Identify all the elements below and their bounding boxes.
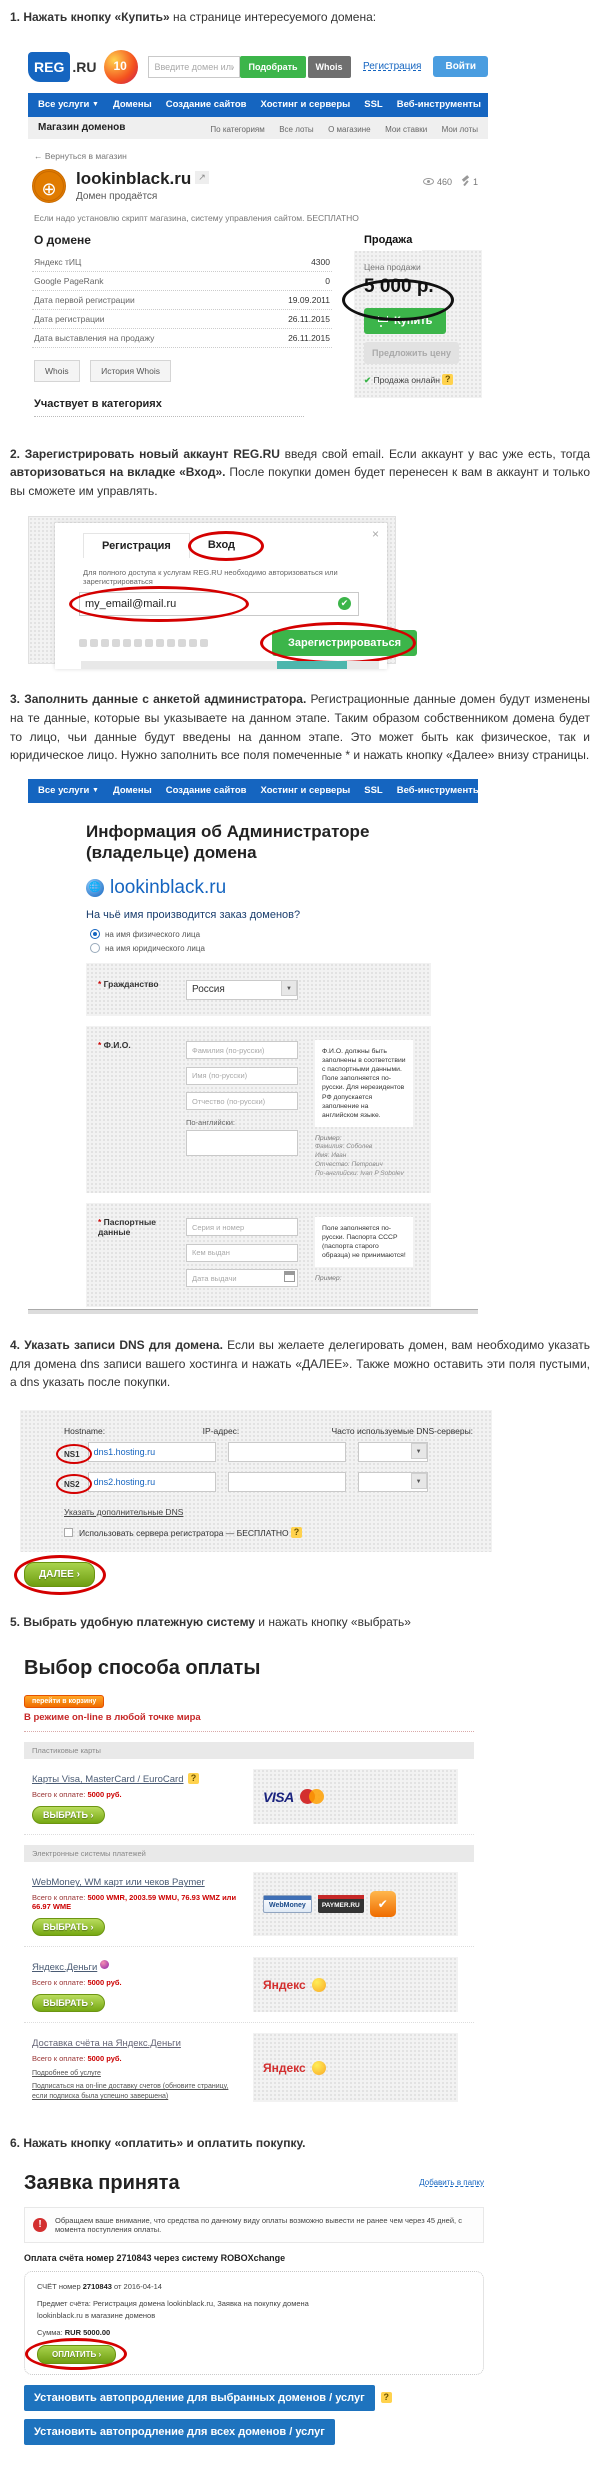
total-label: Всего к оплате: [32,2054,86,2064]
step-2-bold2: авторизоваться на вкладке «Вход». [10,465,226,480]
step-4-bold: 4. Указать записи DNS для домена. [10,1338,223,1352]
valid-check-icon: ✔ [338,597,351,610]
choose-button[interactable]: ВЫБРАТЬ › [32,1806,105,1824]
shop-subnav [28,117,488,139]
english-name-field[interactable] [186,1130,298,1156]
dns-box [20,1410,492,1552]
screenshot-payment [24,1657,474,2111]
nav-item-webtools[interactable]: Веб-инструменты [396,99,481,111]
subnav-link-about-shop[interactable]: О магазине [328,124,371,134]
payment-row-invoice-delivery [24,2023,474,2111]
required-star: * [98,979,104,990]
common-dns-col-header: Часто используемые DNS-серверы: [331,1425,474,1436]
registrar-dns-label-text: Использовать сервера регистратора — БЕСПЛАТНО [79,1527,289,1538]
cutoff-button-fragment [277,661,347,669]
example-line: Фамилия: Соболев [315,1143,373,1151]
step-6-text [10,2134,590,2153]
passport-box [86,1203,431,1308]
globe-icon: 🌐 [86,879,104,897]
pay-button[interactable]: ОПЛАТИТЬ › [37,2345,116,2364]
step-2-mid: введя свой email. Если аккаунт у вас уже есть, тогда [279,446,590,461]
passport-series-field[interactable] [186,1218,298,1236]
offer-price-button[interactable]: Предложить цену [364,342,459,364]
subnav-link-categories[interactable]: По категориям [210,124,265,134]
yandex-logo: Яндекс [263,1977,306,1992]
tab-registration[interactable]: Регистрация [83,533,190,558]
social-login-icons[interactable] [79,639,208,647]
total-line [32,1893,239,1911]
buy-button-label: Купить [394,314,433,327]
surname-field[interactable] [186,1041,298,1059]
table-row [32,272,332,291]
step-5-text [10,1613,590,1632]
payment-row-cards [24,1759,474,1835]
nav-item-webtools[interactable]: Веб-инструменты [396,785,481,797]
english-label: По-английски: [186,1118,236,1128]
nav-item-domains[interactable]: Домены [112,99,152,111]
warning-text: Обращаем ваше внимание, что средства по данному виду оплаты возможно вывести не ранее чем через 45 дней, с момента поступления оплаты. [55,2216,462,2235]
nav-item-hosting[interactable]: Хостинг и серверы [260,99,351,111]
row-label: Дата первой регистрации [34,294,135,305]
domain-line [86,877,478,899]
yandex-coin-icon [312,2061,326,2075]
registrar-dns-label [79,1527,302,1538]
step-2-rest: После покупки домен будет перенесен к вам в аккаунт и только вы сможете им управлять. [10,465,590,498]
online-sale-label: Продажа онлайн [373,374,440,385]
ns1-label: NS1 [64,1450,80,1460]
example-line: Отчество: Петрович [315,1161,383,1169]
ns1-tag [64,1450,80,1459]
example-label: Пример: [315,1275,342,1283]
close-icon[interactable]: × [371,527,379,542]
nav-item-support[interactable]: Поддержка [494,785,548,797]
subnav-link-all-lots[interactable]: Все лоты [279,124,314,134]
invoice-subject: Предмет счёта: Регистрация домена lookinblack.ru, Заявка на покупку домена lookinblack.ru в магазине доменов [37,2299,309,2320]
invoice-date: от 2016-04-14 [111,2282,162,2292]
shop-subnav-links [200,119,478,137]
invoice-number: 2710843 [82,2282,112,2292]
subscribe-link[interactable]: Подписаться на on-line доставку счетов (обновите страницу, если подписка была успешно завершена) [32,2083,229,2100]
next-button[interactable]: ДАЛЕЕ › [24,1562,95,1587]
visa-logo: VISA [263,1788,294,1805]
nav-item-site-creation[interactable]: Создание сайтов [165,99,247,111]
payment-row-yandex-money [24,1947,474,2023]
passport-help-text: Поле заполняется по-русски. Паспорта СССР (паспорта старого образца) не принимаются! [315,1217,413,1268]
fio-box [86,1026,431,1193]
row-label: Google PageRank [34,275,104,286]
modal-backdrop [29,517,55,663]
paygroup-emoney: Электронные системы платежей [24,1845,474,1862]
step-6-bold: 6. Нажать кнопку «оплатить» и оплатить покупку. [10,2135,306,2150]
cart-icon [378,316,389,325]
categories-title: Участвует в категориях [34,398,304,417]
nav-item-ssl[interactable]: SSL [364,785,383,797]
step-5-rest: и нажать кнопку «выбрать» [254,1614,411,1629]
whois-button[interactable]: Whois [308,56,351,78]
total-line [32,1790,239,1799]
fio-label [98,1040,186,1179]
invoice-box [24,2271,484,2375]
order-question: На чьё имя производится заказ доменов? [86,909,301,922]
nav-item-support[interactable]: Поддержка [494,99,548,111]
total-line [32,1978,239,1987]
back-to-shop-label: Вернуться в магазин [44,150,127,161]
about-domain-title: О домене [34,232,91,247]
views-count: 460 [436,176,452,187]
payment-logos [253,1957,458,2012]
auth-area [363,56,488,77]
name-field[interactable] [186,1067,298,1085]
divider [24,1731,474,1732]
domain-page-body [28,139,488,419]
ns2-tag [64,1480,80,1489]
total-value: 5000 WMR, 2003.59 WMU, 76.93 WMZ или 66.97 WME [32,1893,237,1912]
step-4-rest: Если вы желаете делегировать домен, вам необходимо указать для домена dns записи вашего хостинга и нажать «ДАЛЕЕ». Также можно оставить эти поля пустыми, а dns указать после покупки. [10,1338,591,1390]
gavel-icon [461,177,470,186]
payment-method-link[interactable]: Яндекс.Деньги [32,1962,98,1974]
email-row [79,592,359,616]
email-field[interactable] [79,592,359,616]
total-line [32,2054,239,2063]
domain-name: lookinblack.ru [110,877,227,899]
warning-icon: ! [33,2218,47,2232]
chevron-down-icon[interactable]: ▼ [281,980,297,996]
whois-info-button[interactable]: Whois [34,360,80,382]
nav-item-domains[interactable]: Домены [112,785,152,797]
radio-company[interactable] [90,943,100,953]
screenshot-invoice [24,2172,484,2445]
ns2-row [64,1472,480,1492]
sale-box [354,250,482,398]
payment-logos [253,1872,458,1936]
tab-login[interactable] [190,533,253,558]
passport-issued-field[interactable] [186,1244,298,1262]
buy-button[interactable] [364,308,446,334]
webmoney-logo: WebMoney [263,1895,312,1913]
invoice-number-line [37,2282,471,2291]
yandex-logo: Яндекс [263,2060,306,2075]
table-row [32,291,332,310]
warning-box [24,2207,484,2243]
paymer-logo: PAYMER.RU [318,1895,364,1913]
regru-logo-house: REG [28,52,70,82]
fio-help-text: Ф.И.О. должны быть заполнены в соответствии с паспортными данными. Поле заполняется по-русски. Для нерезидентов РФ допускается заполнение на английском языке. [315,1040,413,1127]
payment-method-link[interactable]: Доставка счёта на Яндекс.Деньги [32,2038,181,2050]
step-3-bold: 3. Заполнить данные с анкетой администратора. [10,692,307,707]
screenshot-crop-edge [28,1309,478,1314]
table-row [32,329,332,348]
row-value: 0 [325,275,330,286]
yandex-coin-icon [312,1978,326,1992]
row-value: 4300 [311,256,330,267]
radio-person[interactable] [90,929,100,939]
row-value: 26.11.2015 [288,332,330,343]
sale-tab[interactable]: Продажа [354,229,422,251]
about-domain-section [32,229,332,419]
sale-card [354,229,482,419]
total-value: 5000 руб. [87,1978,122,1988]
patronymic-field[interactable] [186,1092,298,1110]
ns1-ip-input[interactable] [228,1442,346,1462]
row-label: Дата выставления на продажу [34,332,155,343]
sum-label: Сумма: [37,2327,65,2337]
payment-logos [253,2033,458,2101]
required-star: * [98,1216,104,1227]
online-note: В режиме on-line в любой точке мира [24,1712,201,1724]
step-1-bold: 1. Нажать кнопку «Купить» [10,10,170,24]
domain-heading [76,169,209,202]
bids-count: 1 [472,176,478,187]
step-2-text [10,445,590,501]
radio-row-person [90,929,478,939]
nav-item-site-creation[interactable]: Создание сайтов [165,785,247,797]
passport-label [98,1217,186,1294]
register-button[interactable]: Зарегистрироваться [272,630,417,656]
subnav-link-my-bids[interactable]: Мои ставки [385,124,428,134]
payment-row-webmoney [24,1862,474,1947]
globe-icon: ⊕ [32,169,66,203]
ip-col-header: IP-адрес: [202,1425,240,1436]
ns2-hostname-input[interactable] [88,1472,216,1492]
step-2-bold1: 2. Зарегистрировать новый аккаунт REG.RU [10,446,280,461]
views-icon [423,178,434,185]
domain-status: Домен продаётся [76,190,158,202]
citizenship-box [86,963,431,1016]
anniversary-number: 10 [113,58,127,73]
domain-search-bar [148,56,350,78]
screenshot-domain-page [28,41,548,419]
mastercard-logo [300,1788,326,1805]
regru-logo-ru: .RU [72,58,97,75]
ns2-ip-input[interactable] [228,1472,346,1492]
external-link-icon[interactable]: ↗ [195,171,209,184]
help-question-icon[interactable]: ? [188,1773,199,1784]
paygroup-cards: Пластиковые карты [24,1742,474,1759]
payment-method-link[interactable]: Карты Visa, MasterCard / EuroCard [32,1774,184,1786]
main-nav [28,779,548,803]
citizenship-label-text: Гражданство [103,979,159,990]
online-sale-row [364,374,472,386]
login-button[interactable]: Войти [433,56,488,77]
example-label: Пример: [315,1135,342,1143]
add-to-folder-link[interactable]: Добавить в папку [419,2178,484,2188]
step-3-text [10,690,590,764]
whois-history-button[interactable]: История Whois [90,360,171,382]
payment-title: Выбор способа оплаты [24,1657,261,1680]
registration-link[interactable]: Регистрация [363,60,422,72]
auth-info-text: Для полного доступа к услугам REG.RU необходимо авторизоваться или зарегистрироваться [83,568,338,587]
autorenew-selected-button[interactable]: Установить автопродление для выбранных доменов / услуг [24,2385,375,2411]
pay-heading: Оплата счёта номер 2710843 через систему ROBOXchange [24,2253,286,2264]
radio-row-company [90,943,478,953]
row-value: 26.11.2015 [288,313,330,324]
total-value: 5000 руб. [87,2054,122,2064]
chevron-down-icon[interactable]: ▼ [411,1473,427,1489]
auth-modal [55,523,402,669]
passport-date-field[interactable] [186,1269,298,1287]
back-to-shop-link[interactable] [34,151,484,161]
screenshot-dns-form [20,1410,492,1587]
screenshot-register-modal [28,516,402,664]
shop-subnav-title: Магазин доменов [38,122,126,134]
citizenship-label [98,979,186,1000]
step-3-rest: Регистрационные данные домен будут изменены на те данные, которые вы указываете на данном этапе. Таким образом собственником домена будет то лицо, чьи данные будут введены на данном этапе. Это может быть как физическое, так и юридическое лицо. Нужно заполнить все поля помеченные * и нажать кнопку «Далее» внизу страницы. [10,692,590,763]
citizenship-select[interactable] [186,979,298,1000]
go-to-cart-button[interactable]: перейти в корзину [24,1695,104,1708]
payment-method-link[interactable]: WebMoney, WM карт или чеков Paymer [32,1877,205,1889]
step-1-rest: на странице интересуемого домена: [169,10,377,24]
yandex-money-coin-icon [100,1960,109,1969]
nav-item-label: Все услуги [38,99,90,111]
row-label: Дата регистрации [34,313,105,324]
total-value: 5000 руб. [87,1790,122,1800]
invoice-prefix: СЧЁТ номер [37,2282,83,2292]
back-arrow-icon: ← [34,150,43,161]
anniversary-10-badge [104,50,138,84]
ns2-label: NS2 [64,1480,80,1490]
total-label: Всего к оплате: [32,1893,86,1903]
sale-price: 5 000 р. [364,275,434,297]
required-star: * [98,1039,104,1050]
domain-search-input[interactable] [148,56,240,78]
chevron-down-icon: ▼ [92,787,99,795]
radio-person-label: на имя физического лица [105,929,201,939]
verified-badge-icon: ✔ [370,1891,396,1917]
screenshot-admin-form [28,779,548,1314]
hostname-col-header: Hostname: [64,1425,106,1436]
nav-item-ssl[interactable]: SSL [364,99,383,111]
table-row [32,310,332,329]
check-icon: ✔ [364,374,372,385]
radio-company-label: на имя юридического лица [105,943,205,953]
chevron-down-icon: ▼ [92,101,99,109]
nav-item-all-services[interactable] [38,785,99,796]
payment-logos [253,1769,458,1824]
modal-bottom-row [79,630,402,656]
help-question-icon[interactable]: ? [442,374,453,385]
ns2-common-dns-select[interactable] [358,1472,428,1492]
invoice-page-title: Заявка принята [24,2172,180,2195]
help-question-icon[interactable]: ? [381,2392,392,2403]
row-label: Яндекс тИЦ [34,256,82,267]
ns1-hostname-input[interactable] [88,1442,216,1462]
ns1-common-dns-select[interactable] [358,1442,428,1462]
choose-button[interactable]: ВЫБРАТЬ › [32,1994,105,2012]
subnav-link-my-lots[interactable]: Мои лоты [441,124,478,134]
more-info-link[interactable]: Подробнее об услуге [32,2070,101,2078]
step-5-bold: 5. Выбрать удобную платежную систему [10,1614,255,1629]
step-1-text [10,8,590,27]
passport-label-text: Паспортные данные [98,1216,156,1237]
row-value: 19.09.2011 [288,294,330,305]
example-line: По-английски: Ivan P Sobolev [315,1170,404,1178]
nav-item-label: Все услуги [38,785,90,797]
registrar-dns-checkbox-row [64,1527,480,1538]
table-row [32,253,332,272]
invoice-sum-line [37,2328,471,2337]
example-line: Имя: Иван [315,1152,347,1160]
nav-item-all-services[interactable] [38,99,99,110]
total-label: Всего к оплате: [32,1790,86,1800]
fio-label-text: Ф.И.О. [103,1039,131,1050]
nav-item-hosting[interactable]: Хостинг и серверы [260,785,351,797]
step-4-text [10,1336,590,1392]
domain-stats [423,177,478,187]
regru-logo[interactable] [28,52,96,82]
registrar-dns-checkbox[interactable] [64,1528,73,1537]
pick-domain-button[interactable]: Подобрать [240,56,305,78]
dns-column-headers [64,1426,480,1436]
help-question-icon[interactable]: ? [291,1527,302,1538]
add-dns-link[interactable]: Указать дополнительные DNS [64,1506,184,1517]
autorenew-all-button[interactable]: Установить автопродление для всех доменов / услуг [24,2419,335,2445]
tab-login-label: Вход [207,539,236,552]
domain-header-row [32,169,484,203]
method-links [32,2069,239,2101]
site-header [28,41,488,93]
chevron-down-icon[interactable]: ▼ [411,1443,427,1459]
sum-value: RUR 5000.00 [64,2327,111,2337]
calendar-icon[interactable] [284,1271,295,1282]
main-nav [28,93,548,117]
ns1-row [64,1442,480,1462]
price-label: Цена продажи [364,261,421,272]
choose-button[interactable]: ВЫБРАТЬ › [32,1918,105,1936]
seller-promo-text: Если надо установлю скрипт магазина, систему управления сайтом. БЕСПЛАТНО [34,212,359,223]
admin-form-title: Информация об Администраторе (владельце) домена [86,821,370,862]
domain-name: lookinblack.ru [76,168,192,188]
auth-tabs [55,523,387,558]
total-label: Всего к оплате: [32,1978,86,1988]
